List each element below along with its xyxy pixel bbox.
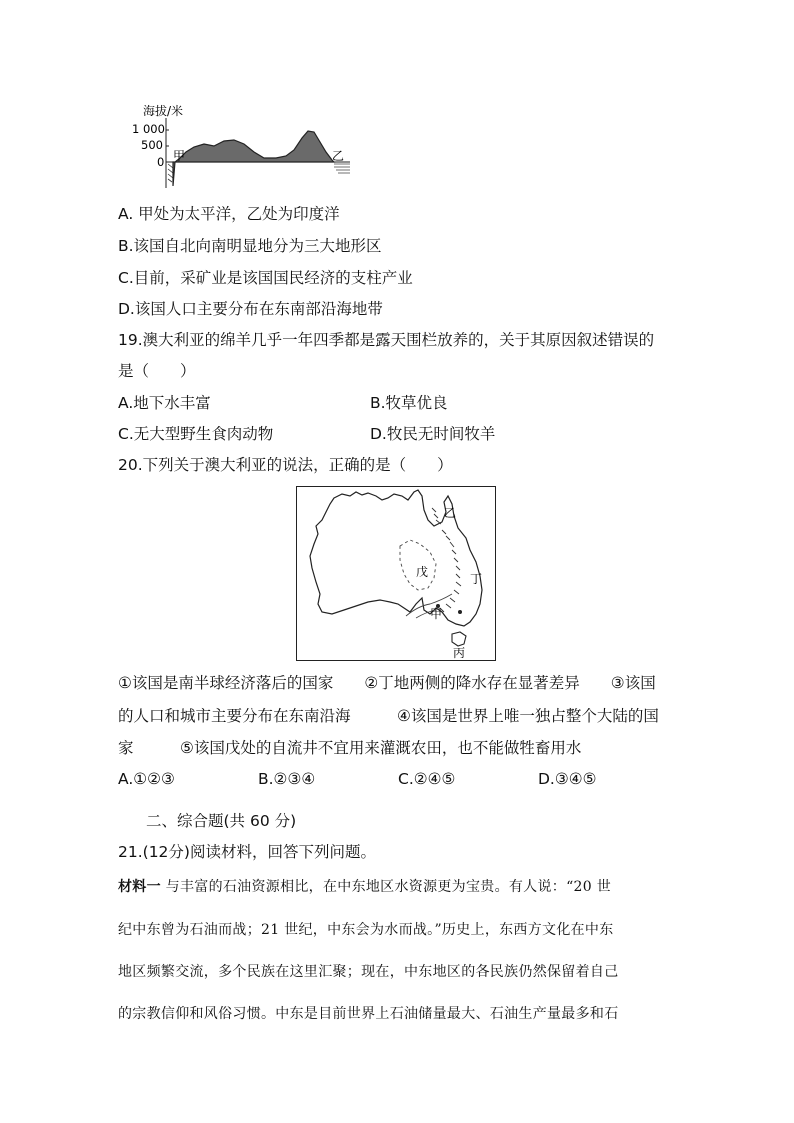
- q20-statement-line2: 的人口和城市主要分布在东南沿海 ④该国是世界上唯一独占整个大陆的国: [118, 707, 659, 725]
- material-line1: [118, 877, 611, 897]
- q19-option-b: B.牧草优良: [370, 394, 448, 412]
- section2-heading: 二、综合题(共 60 分): [146, 812, 297, 830]
- tick-500: 500: [141, 138, 163, 152]
- q19-option-a: A.地下水丰富: [118, 394, 211, 412]
- q20-option-a: A.①②③: [118, 770, 175, 788]
- q20-statement-line3: 家 ⑤该国戊处的自流井不宜用来灌溉农田，也不能做牲畜用水: [118, 739, 582, 757]
- q20-statement-line1: ①该国是南半球经济落后的国家 ②丁地两侧的降水存在显著差异 ③该国: [118, 674, 656, 692]
- q19-stem-line2: 是（ ）: [118, 362, 196, 380]
- material-text: 与丰富的石油资源相比，在中东地区水资源更为宝贵。有人说：“20 世: [165, 879, 611, 895]
- sea-hatch-left: [168, 164, 173, 182]
- material-line3: 地区频繁交流，多个民族在这里汇聚；现在，中东地区的各民族仍然保留着自己: [118, 964, 619, 980]
- material-line4: 的宗教信仰和风俗习惯。中东是目前世界上石油储量最大、石油生产量最多和石: [118, 1006, 619, 1022]
- y-axis-label: 海拔/米: [143, 104, 184, 118]
- q18-option-a: A. 甲处为太平洋，乙处为印度洋: [118, 205, 340, 223]
- q20-option-b: B.②③④: [258, 770, 316, 788]
- material-line2: 纪中东曾为石油而战；21 世纪，中东会为水而战。”历史上，东西方文化在中东: [118, 922, 614, 938]
- tasmania: [452, 632, 466, 646]
- q18-option-d: D.该国人口主要分布在东南部沿海地带: [118, 300, 383, 318]
- q20-option-c: C.②④⑤: [398, 770, 456, 788]
- terrain-profile-figure: [128, 98, 358, 198]
- label-jia: 甲: [173, 149, 186, 163]
- label-yi: 乙: [332, 149, 345, 163]
- terrain-profile: [173, 131, 334, 186]
- q19-option-c: C.无大型野生食肉动物: [118, 425, 274, 443]
- q20-option-d: D.③④⑤: [538, 770, 597, 788]
- map-label-jia: 甲: [430, 607, 443, 621]
- map-label-wu: 戊: [416, 565, 429, 579]
- sea-hatch-right: [334, 164, 350, 173]
- q18-option-c: C.目前，采矿业是该国国民经济的支柱产业: [118, 269, 413, 287]
- tick-1000: 1 000: [132, 122, 165, 136]
- q21-title: 21.(12分)阅读材料，回答下列问题。: [118, 843, 376, 861]
- map-label-ding: 丁: [470, 572, 483, 586]
- map-label-bing: 丙: [453, 646, 466, 660]
- material-label: 材料一: [118, 879, 161, 895]
- q20-stem: 20.下列关于澳大利亚的说法，正确的是（ ）: [118, 456, 453, 474]
- q19-stem-line1: 19.澳大利亚的绵羊几乎一年四季都是露天围栏放养的，关于其原因叙述错误的: [118, 331, 655, 349]
- q19-option-d: D.牧民无时间牧羊: [370, 425, 496, 443]
- map-label-yi: 乙: [444, 506, 457, 520]
- australia-map: [296, 486, 496, 661]
- q18-option-b: B.该国自北向南明显地分为三大地形区: [118, 237, 382, 255]
- tick-0: 0: [157, 155, 165, 169]
